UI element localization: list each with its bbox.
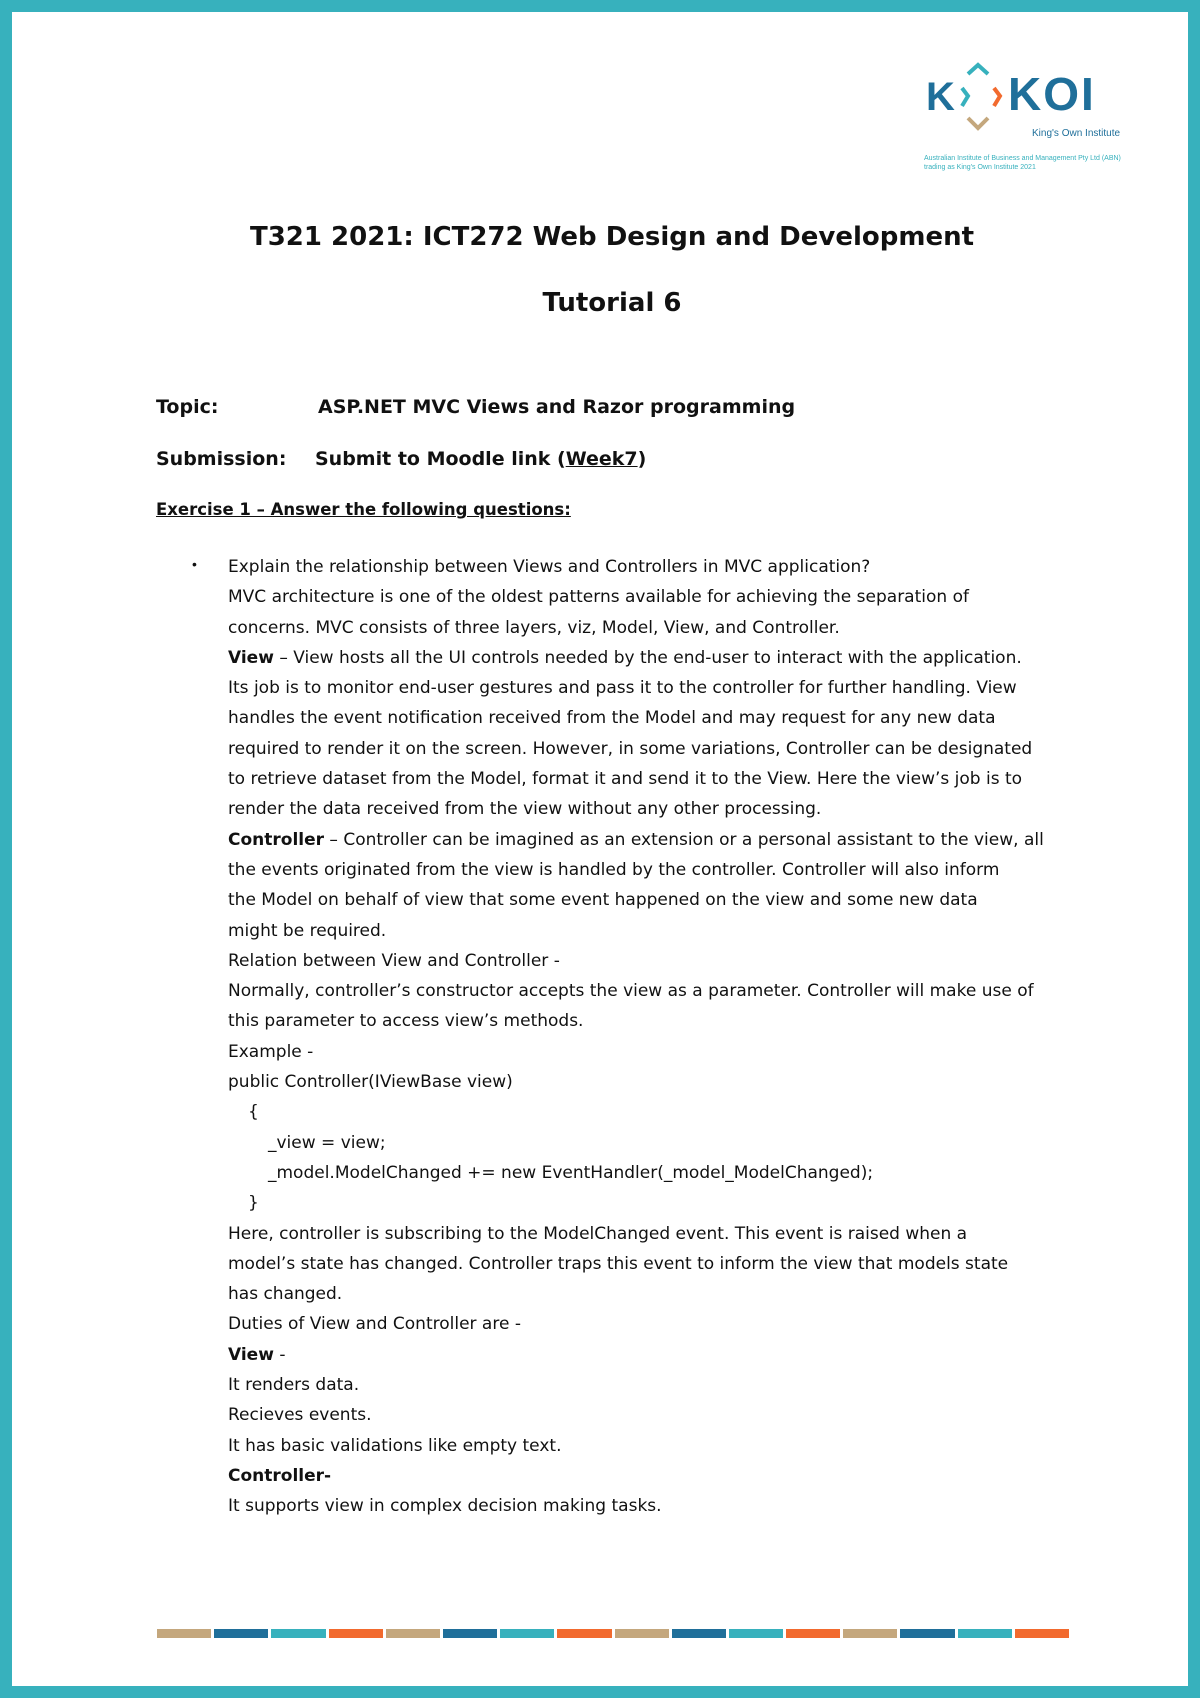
submission-row [156,448,647,470]
answer-line: required to render it on the screen. However, in some variations, Controller can be designated [228,738,1033,759]
answer-line [228,643,1080,673]
document-title: T321 2021: ICT272 Web Design and Development [249,222,975,252]
logo-subtext [924,154,1139,172]
controller-heading: Controller [228,829,325,850]
answer-line: has changed. [228,1284,343,1305]
stripe-segment [958,1629,1012,1638]
stripe-segment [443,1629,497,1638]
code-line: _view = view; [268,1132,386,1153]
logo-k-letter: K [926,75,955,119]
answer-line: It renders data. [228,1375,360,1396]
code-line: { [248,1102,259,1123]
chevron-left-icon [962,88,968,106]
logo-tagline: King's Own Institute [1032,128,1121,139]
koi-logo-mark [924,62,1134,154]
stripe-segment [729,1629,783,1638]
answer-line [228,1461,1080,1491]
week7-link[interactable]: Week7 [565,448,638,470]
view-desc: – View hosts all the UI controls needed by the end-user to interact with the application. [273,647,1022,668]
stripe-segment [271,1629,325,1638]
answer-line: Here, controller is subscribing to the ModelChanged event. This event is raised when a [228,1223,968,1244]
chevron-right-icon [994,88,1000,106]
question-line: Explain the relationship between Views and Controllers in MVC application? [228,557,871,577]
controller-desc: – Controller can be imagined as an extension or a personal assistant to the view, all [324,829,1044,850]
stripe-segment [329,1629,383,1638]
topic-label: Topic: [156,396,219,418]
answer-line: the Model on behalf of view that some event happened on the view and some new data [228,890,978,911]
stripe-segment [157,1629,211,1638]
stripe-segment [900,1629,954,1638]
answer-line [228,1340,1080,1370]
bullet-icon: • [192,556,197,572]
answer-line: model’s state has changed. Controller traps this event to inform the view that models state [228,1253,1009,1274]
answer-line: Recieves events. [228,1405,372,1426]
stripe-segment [386,1629,440,1638]
code-line: } [248,1193,259,1214]
answer-line: Example - [228,1041,314,1062]
chevron-up-icon [968,65,988,74]
view-heading: View [228,647,274,668]
answer-line: Normally, controller’s constructor accepts the view as a parameter. Controller will make use of [228,981,1034,1002]
answer-line: Its job is to monitor end-user gestures and pass it to the controller for further handling. View [228,678,1017,699]
controller-duties-heading: Controller- [228,1465,332,1486]
answer-body [228,552,1080,1522]
submission-text: Submit to Moodle link ( [315,448,566,470]
submission-end: ) [637,448,647,470]
topic-value: ASP.NET MVC Views and Razor programming [318,396,796,418]
stripe-segment [557,1629,611,1638]
chevron-down-icon [968,118,988,128]
answer-line: might be required. [228,920,387,941]
answer-line: handles the event notification received from the Model and may request for any new data [228,708,996,729]
submission-value [315,448,646,470]
code-line: public Controller(IViewBase view) [228,1072,513,1093]
document-subtitle: Tutorial 6 [542,288,682,318]
submission-label: Submission: [156,448,287,470]
stripe-segment [786,1629,840,1638]
code-line: _model.ModelChanged += new EventHandler(_model_ModelChanged); [268,1162,874,1183]
stripe-segment [672,1629,726,1638]
answer-line: MVC architecture is one of the oldest patterns available for achieving the separation of [228,587,969,608]
answer-line: Relation between View and Controller - [228,950,560,971]
logo-koi-text: KOI [1008,68,1096,120]
stripe-segment [214,1629,268,1638]
answer-line: the events originated from the view is handled by the controller. Controller will also inform [228,859,1000,880]
topic-row [156,396,796,418]
answer-line: to retrieve dataset from the Model, format it and send it to the View. Here the view’s job is to [228,769,1023,790]
view-duties-heading: View [228,1344,274,1365]
answer-line: It has basic validations like empty text. [228,1435,562,1456]
answer-line: render the data received from the view without any other processing. [228,799,822,820]
koi-logo [924,62,1134,174]
answer-line: It supports view in complex decision making tasks. [228,1496,662,1517]
stripe-segment [500,1629,554,1638]
logo-subtext-line1: Australian Institute of Business and Management Pty Ltd (ABN) [924,155,1121,162]
footer-stripe [157,1629,1069,1638]
answer-line: Duties of View and Controller are - [228,1314,521,1335]
stripe-segment [615,1629,669,1638]
stripe-segment [1015,1629,1069,1638]
logo-subtext-line2: trading as King's Own Institute 2021 [924,164,1036,171]
answer-line: concerns. MVC consists of three layers, viz, Model, View, and Controller. [228,617,840,638]
stripe-segment [843,1629,897,1638]
exercise-heading: Exercise 1 – Answer the following questions: [156,500,571,519]
answer-line: this parameter to access view’s methods. [228,1011,584,1032]
view-duties-dash: - [273,1344,286,1365]
answer-line [228,825,1080,855]
